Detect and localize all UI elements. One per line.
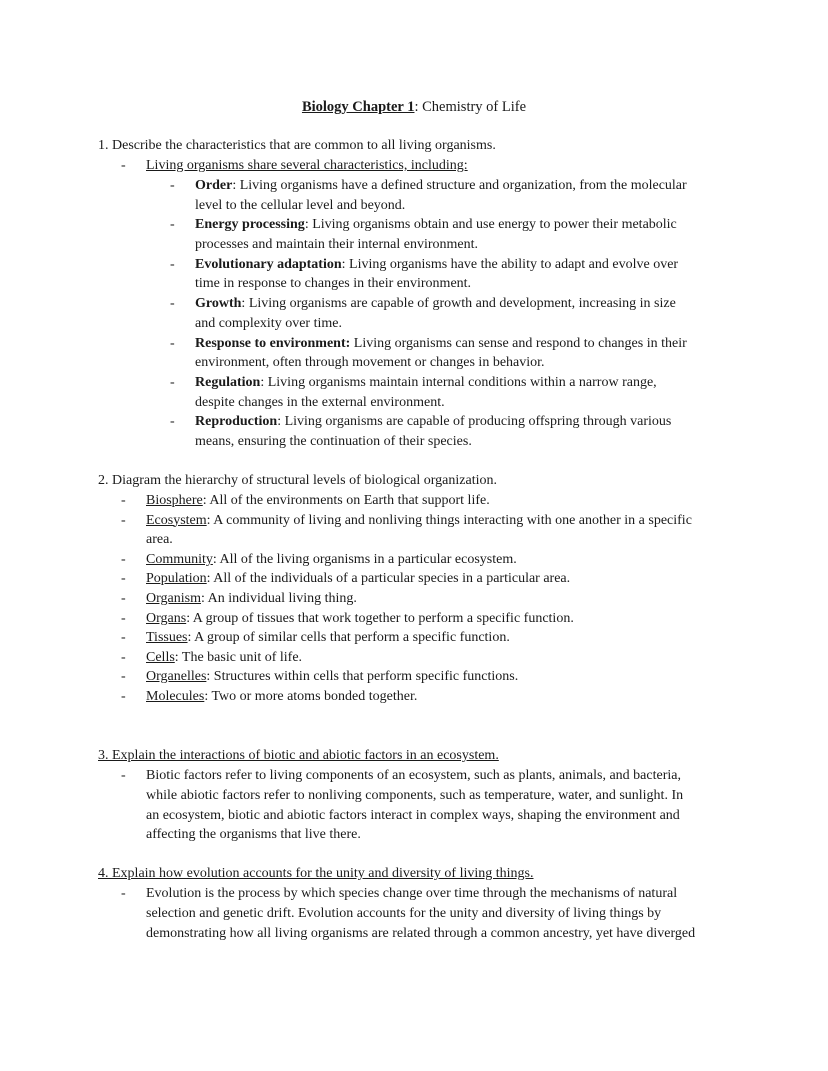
bullet-dash: - [121, 630, 126, 646]
title-rest: : Chemistry of Life [414, 99, 527, 115]
characteristic-item [195, 176, 687, 196]
characteristic-term: Regulation [195, 375, 261, 390]
characteristic-term: Reproduction [195, 414, 278, 430]
bullet-dash: - [121, 158, 126, 173]
characteristic-text-cont: level to the cellular level and beyond. [195, 197, 406, 213]
bullet-dash: - [170, 217, 175, 233]
bullet-dash: - [121, 669, 126, 685]
hierarchy-text: : An individual living thing. [200, 591, 357, 606]
bullet-dash: - [121, 512, 126, 528]
hierarchy-term: Organs [146, 610, 187, 626]
characteristic-sep: : [277, 414, 285, 430]
q4-question: 4. Explain how evolution accounts for the unity and diversity of living things. [98, 866, 534, 881]
characteristic-sep: : [304, 217, 313, 233]
hierarchy-term: Population [146, 571, 207, 587]
characteristic-text: Living organisms are capable of growth and development, increasing in size [248, 296, 676, 312]
hierarchy-text: : Two or more atoms bonded together. [204, 689, 418, 704]
title-bold: Biology Chapter 1 [301, 99, 415, 115]
hierarchy-text: : Structures within cells that perform specific functions. [206, 669, 519, 685]
bullet-dash: - [121, 591, 126, 606]
hierarchy-term: Molecules [146, 689, 205, 704]
hierarchy-term: Cells [146, 649, 175, 665]
q3-answer-line: Biotic factors refer to living components of an ecosystem, such as plants, animals, and bacteria, [146, 768, 681, 783]
q1-intro: Living organisms share several characteristics, including: [146, 158, 468, 173]
q4-answer-line: demonstrating how all living organisms are related through a common ancestry, yet have diverged [146, 925, 696, 941]
bullet-dash: - [121, 571, 126, 587]
q3-answer-line: affecting the organisms that live there. [146, 827, 361, 843]
characteristic-term: Response to environment: [195, 335, 351, 351]
characteristic-sep: : [241, 296, 249, 312]
characteristic-sep: : [341, 256, 350, 272]
characteristic-text: Living organisms have a defined structure and organization, from the molecular [239, 178, 687, 193]
characteristic-item [195, 294, 676, 314]
q3-answer-line: while abiotic factors refer to nonliving components, such as temperature, water, and sunlight. In [146, 787, 684, 803]
characteristic-item [195, 373, 657, 393]
characteristic-item [195, 255, 678, 275]
bullet-dash: - [170, 414, 175, 430]
characteristic-text-cont: processes and maintain their internal environment. [195, 237, 479, 252]
bullet-dash: - [170, 375, 175, 390]
hierarchy-text: : A group of tissues that work together to perform a specific function. [186, 610, 574, 626]
hierarchy-text: : The basic unit of life. [174, 649, 303, 665]
hierarchy-text: : All of the individuals of a particular species in a particular area. [206, 571, 571, 587]
characteristic-text: Living organisms maintain internal conditions within a narrow range, [267, 375, 657, 390]
page-title [0, 97, 828, 117]
hierarchy-text: : A community of living and nonliving things interacting with one another in a specific [206, 512, 692, 528]
hierarchy-text: : A group of similar cells that perform a specific function. [187, 630, 510, 646]
characteristic-text-cont: means, ensuring the continuation of their species. [195, 434, 472, 449]
q4-answer-line: Evolution is the process by which species change over time through the mechanisms of natural [146, 886, 678, 901]
hierarchy-text-cont: area. [146, 532, 173, 548]
bullet-dash: - [170, 256, 175, 272]
hierarchy-item [146, 667, 518, 687]
bullet-dash: - [121, 551, 126, 567]
hierarchy-item [146, 648, 302, 668]
hierarchy-term: Community [146, 551, 213, 567]
bullet-dash: - [121, 493, 126, 508]
characteristic-item [195, 334, 687, 354]
hierarchy-term: Organelles [146, 669, 207, 685]
q2-question: 2. Diagram the hierarchy of structural levels of biological organization. [98, 473, 497, 488]
bullet-dash: - [121, 649, 126, 665]
bullet-dash: - [121, 886, 126, 901]
characteristic-sep: : [232, 178, 240, 193]
hierarchy-item [146, 628, 510, 648]
hierarchy-item [146, 687, 417, 707]
hierarchy-text: : All of the living organisms in a particular ecosystem. [212, 551, 517, 567]
hierarchy-term: Ecosystem [146, 512, 207, 528]
hierarchy-item [146, 550, 517, 570]
characteristic-text-cont: despite changes in the external environment. [195, 394, 445, 410]
characteristic-text-cont: time in response to changes in their environment. [195, 276, 472, 292]
bullet-dash: - [170, 335, 175, 351]
characteristic-text-cont: and complexity over time. [195, 315, 342, 331]
characteristic-sep: : [260, 375, 268, 390]
characteristic-text: Living organisms are capable of producing offspring through various [284, 414, 672, 430]
hierarchy-item [146, 569, 570, 589]
hierarchy-item [146, 511, 692, 531]
hierarchy-item [146, 609, 574, 629]
bullet-dash: - [170, 178, 175, 193]
bullet-dash: - [121, 768, 126, 783]
characteristic-text: Living organisms can sense and respond to changes in their [353, 335, 687, 351]
characteristic-term: Evolutionary adaptation [195, 256, 342, 272]
q3-question: 3. Explain the interactions of biotic and abiotic factors in an ecosystem. [98, 748, 499, 763]
q4-answer-line: selection and genetic drift. Evolution accounts for the unity and diversity of living things by [146, 905, 662, 921]
bullet-dash: - [170, 296, 175, 312]
bullet-dash: - [121, 689, 126, 704]
characteristic-term: Order [195, 178, 233, 193]
characteristic-text: Living organisms have the ability to adapt and evolve over [349, 256, 679, 272]
hierarchy-item [146, 491, 490, 511]
hierarchy-text: : All of the environments on Earth that support life. [202, 493, 490, 508]
characteristic-term: Growth [195, 296, 242, 312]
hierarchy-term: Tissues [146, 630, 188, 646]
q3-answer-line: an ecosystem, biotic and abiotic factors interact in complex ways, shaping the environment and [146, 807, 680, 823]
characteristic-text-cont: environment, often through movement or changes in behavior. [195, 355, 545, 371]
characteristic-item [195, 215, 677, 235]
hierarchy-term: Organism [146, 591, 201, 606]
hierarchy-term: Biosphere [146, 493, 203, 508]
characteristic-item [195, 412, 671, 432]
bullet-dash: - [121, 610, 126, 626]
hierarchy-item [146, 589, 357, 609]
characteristic-text: Living organisms obtain and use energy to power their metabolic [312, 217, 677, 233]
q1-question: 1. Describe the characteristics that are common to all living organisms. [98, 138, 496, 153]
characteristic-term: Energy processing [195, 217, 305, 233]
